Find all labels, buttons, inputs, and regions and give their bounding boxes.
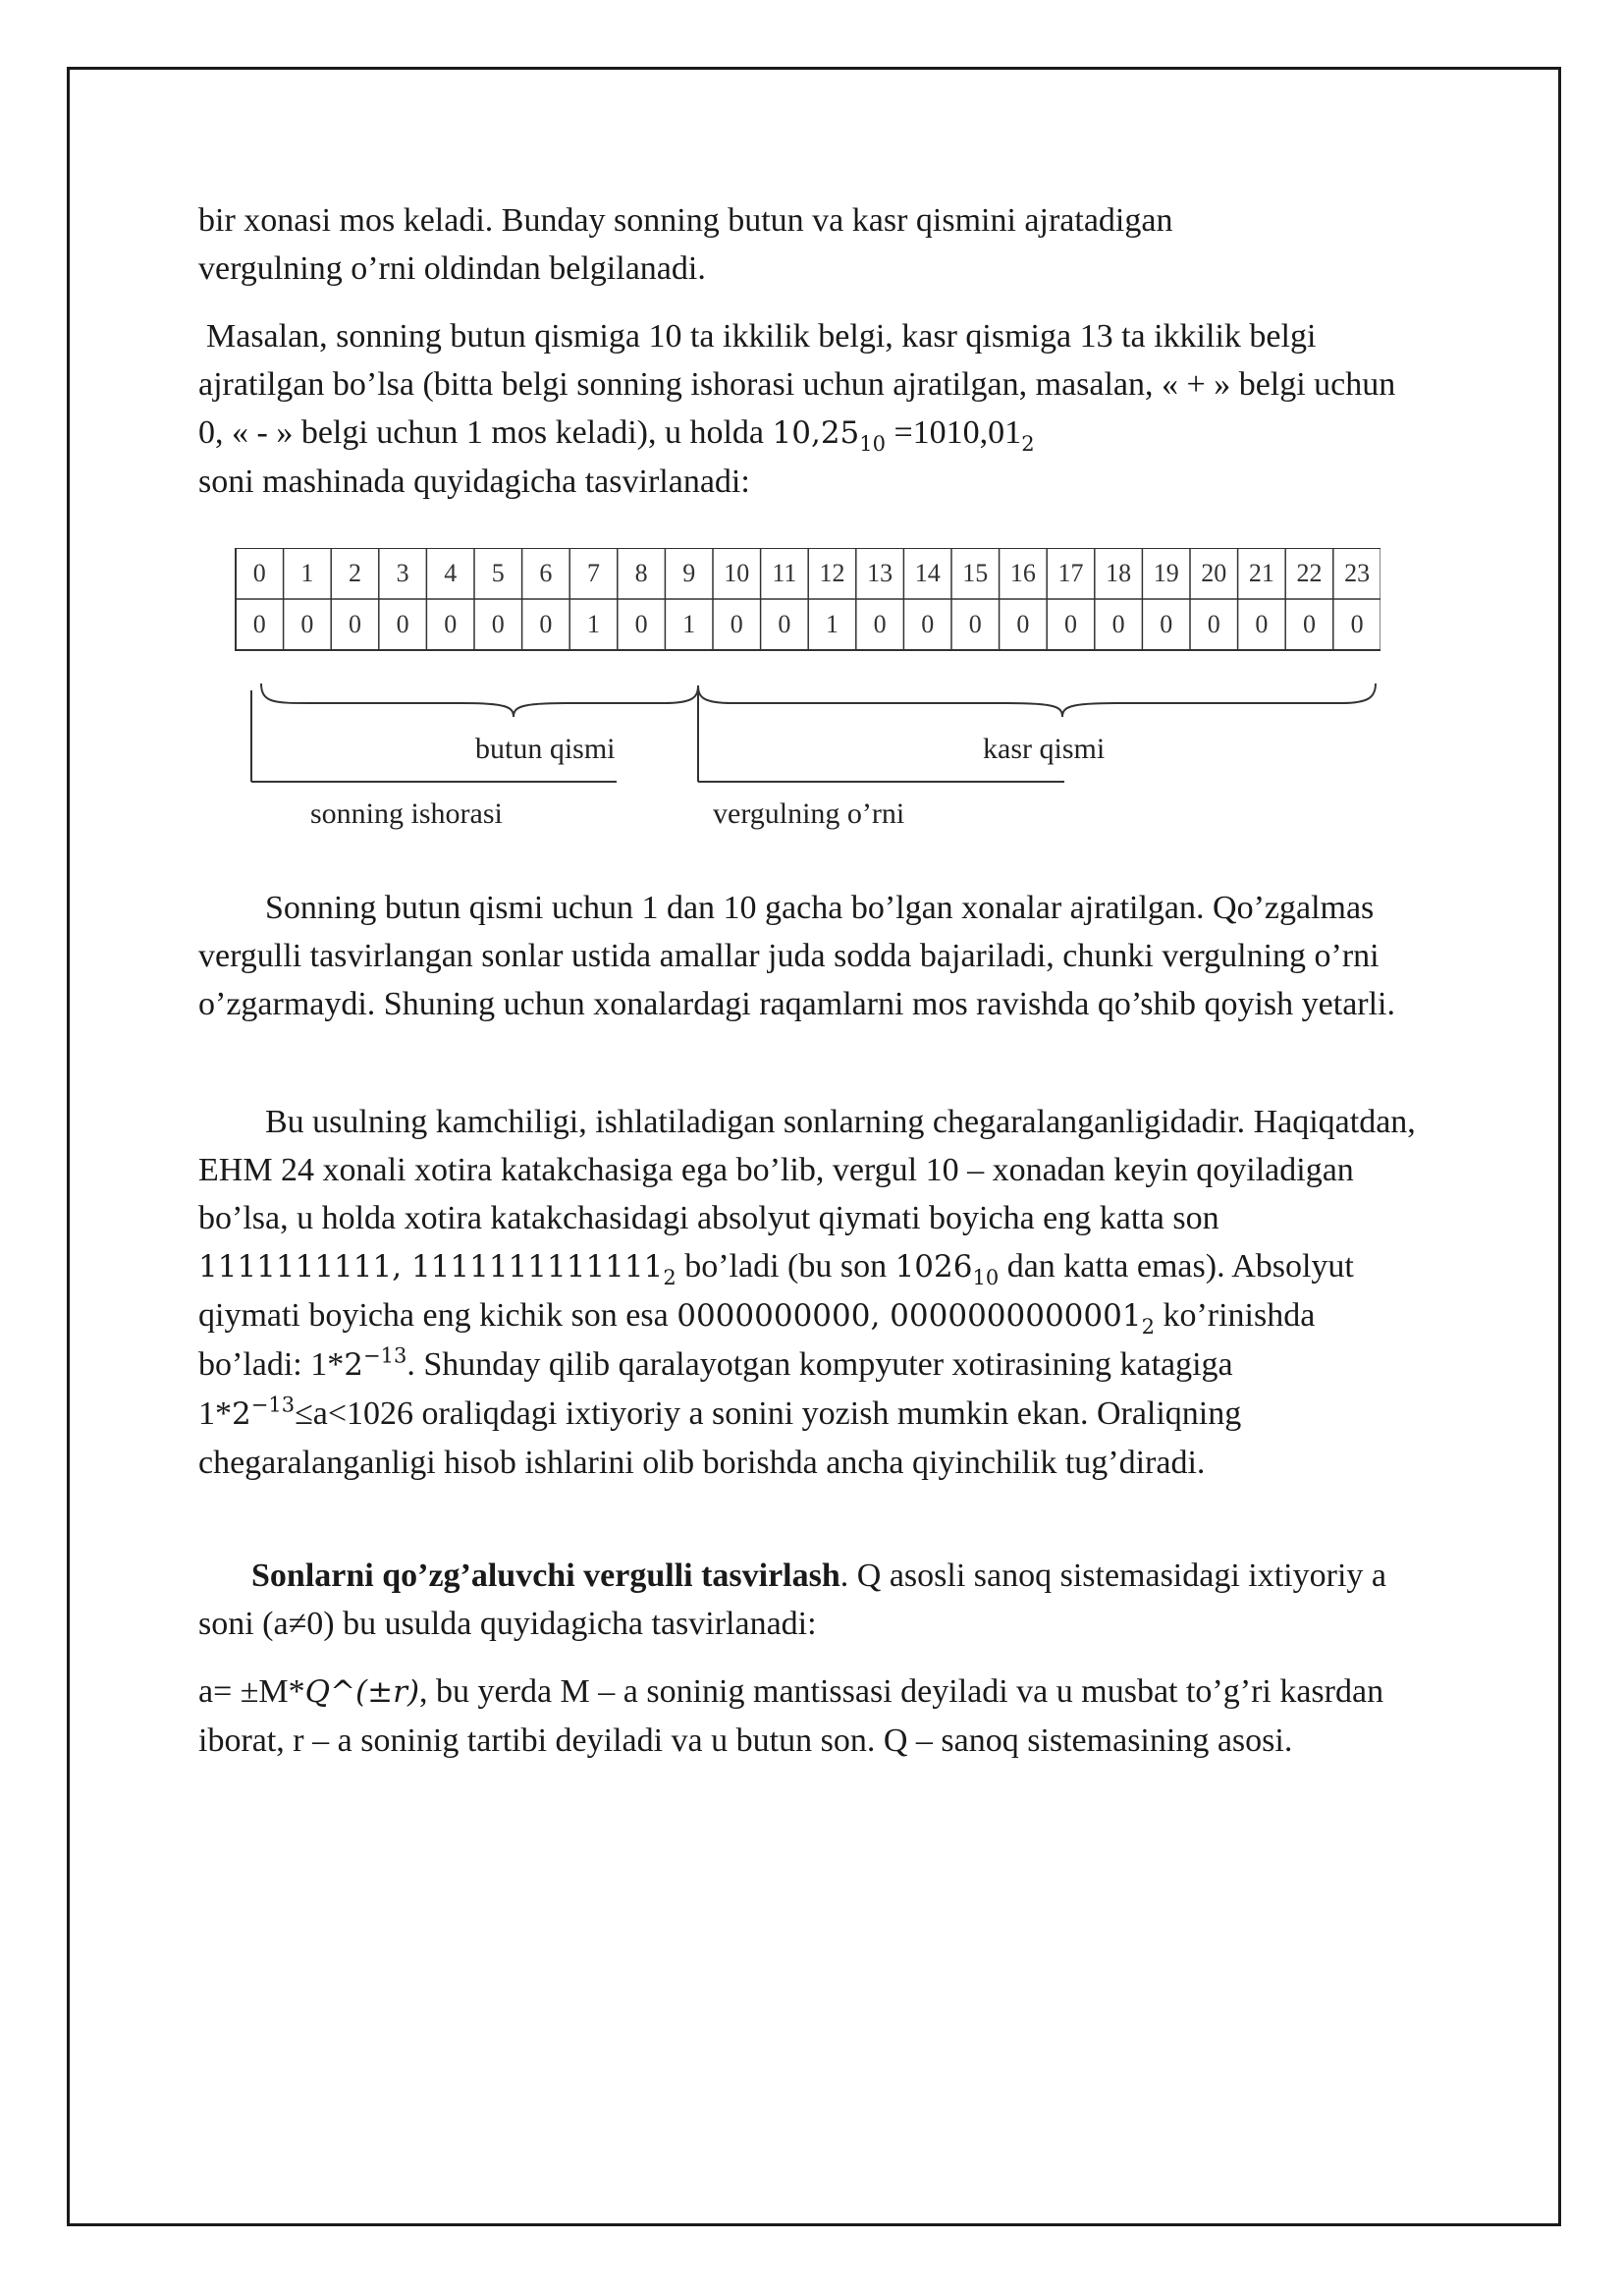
bit-value: 0 bbox=[444, 610, 458, 638]
p5-bold-heading: Sonlarni qo’zg’aluvchi vergulli tasvirlash bbox=[251, 1558, 840, 1594]
bit-position-label: 22 bbox=[1296, 559, 1323, 587]
p6-formula: Q^(±r) bbox=[304, 1674, 420, 1710]
paragraph-2 bbox=[198, 312, 1416, 506]
bit-position-label: 3 bbox=[396, 559, 409, 587]
bit-value: 0 bbox=[300, 610, 314, 638]
bit-value: 1 bbox=[587, 610, 600, 638]
p4-min-base: 2 bbox=[1141, 1314, 1155, 1339]
bit-position-label: 17 bbox=[1057, 559, 1084, 587]
bit-value: 0 bbox=[730, 610, 743, 638]
bit-position-label: 12 bbox=[819, 559, 845, 587]
bit-layout-figure bbox=[232, 548, 1380, 843]
bit-position-label: 6 bbox=[539, 559, 553, 587]
bit-value: 0 bbox=[921, 610, 935, 638]
bit-value: 0 bbox=[778, 610, 791, 638]
p5-rest: . Q asosli sanoq sistemasidagi ixtiyoriy a soni (a≠0) bu usulda quyidagicha tasvirlanadi: bbox=[198, 1558, 1386, 1642]
bit-position-label: 2 bbox=[349, 559, 361, 587]
bit-layout-svg bbox=[232, 548, 1380, 843]
bit-value: 0 bbox=[491, 610, 505, 638]
bit-position-label: 16 bbox=[1009, 559, 1036, 587]
p4-power-exp: −13 bbox=[363, 1343, 407, 1368]
bit-position-label: 15 bbox=[962, 559, 989, 587]
p6-text-b: , bu yerda M – a soninig mantissasi deyiladi va u musbat to’g’ri kasrdan iborat, r – a soninig tartibi deyiladi va u butun son. Q – sanoq sistemasining asosi. bbox=[198, 1673, 1384, 1759]
bit-value: 1 bbox=[682, 610, 696, 638]
p4-text-b: bo’ladi (bu son bbox=[676, 1248, 895, 1285]
label-sonning-ishorasi: sonning ishorasi bbox=[310, 797, 503, 830]
bit-position-label: 18 bbox=[1106, 559, 1132, 587]
p4-text-c: dan katta emas). Absolyut qiymati boyicha eng kichik son esa bbox=[198, 1248, 1354, 1334]
bit-position-label: 4 bbox=[444, 559, 458, 587]
label-kasr-qismi: kasr qismi bbox=[983, 733, 1106, 765]
p3-text: Sonning butun qismi uchun 1 dan 10 gacha bo’lgan xonalar ajratilgan. Qo’zgalmas vergulli tasvirlangan sonlar ustida amallar juda sodda bajariladi, chunki vergulning o’rni o’zgarmaydi. Shuning uchun xonalardagi raqamlarni mos ravishda qo’shib qoyish yetarli. bbox=[198, 890, 1396, 1022]
paragraph-6 bbox=[198, 1667, 1416, 1765]
bit-position-label: 7 bbox=[587, 559, 600, 587]
p4-max-number: 1111111111, 1111111111111 bbox=[198, 1249, 664, 1285]
bit-value: 0 bbox=[1350, 610, 1364, 638]
p4-1026-base: 10 bbox=[972, 1265, 1000, 1289]
p4-text-d: ko’rinishda bo’ladi: 1* bbox=[198, 1297, 1316, 1383]
p1-line-1: bir xonasi mos keladi. Bunday sonning butun va kasr qismini ajratadigan bbox=[198, 202, 1173, 239]
bit-position-label: 13 bbox=[867, 559, 893, 587]
p2-text: Masalan, sonning butun qismiga 10 ta ikkilik belgi, kasr qismiga 13 ta ikkilik belgi ajratilgan bo’lsa (bitta belgi sonning ishorasi uchun ajratilgan, masalan, « + » belgi uchun 0, « - » belgi uchun 1 mos keladi), u holda bbox=[198, 318, 1396, 451]
bit-value: 0 bbox=[539, 610, 553, 638]
bit-value: 0 bbox=[968, 610, 982, 638]
bit-position-label: 21 bbox=[1248, 559, 1274, 587]
p2-num-decimal: 10,25 bbox=[772, 415, 860, 451]
bit-value: 0 bbox=[1303, 610, 1316, 638]
butun-brace bbox=[261, 683, 698, 717]
p4-text-a: Bu usulning kamchiligi, ishlatiladigan sonlarning chegaralanganligidadir. Haqiqatdan, EHM 24 xonali xotira katakchasiga ega bo’lib, vergul 10 – xonadan keyin qoyiladigan bo’lsa, u holda xotira katakchasidagi absolyut qiymati boyicha eng katta son bbox=[198, 1104, 1416, 1236]
kasr-brace bbox=[698, 683, 1376, 717]
p4-power2-exp: −13 bbox=[250, 1393, 296, 1417]
paragraph-4 bbox=[198, 1098, 1416, 1487]
bit-value: 0 bbox=[396, 610, 409, 638]
bit-value: 0 bbox=[1016, 610, 1030, 638]
p2-base-2: 2 bbox=[1021, 431, 1035, 456]
bit-position-label: 0 bbox=[252, 559, 266, 587]
p4-max-base: 2 bbox=[663, 1265, 677, 1289]
paragraph-1 bbox=[198, 196, 1416, 293]
label-butun-qismi: butun qismi bbox=[475, 733, 616, 765]
p2-equals-binary: =1010,01 bbox=[886, 414, 1022, 451]
bit-position-label: 8 bbox=[634, 559, 648, 587]
paragraph-3 bbox=[198, 884, 1416, 1028]
p4-power-base: 2 bbox=[344, 1347, 363, 1383]
bit-value: 0 bbox=[1111, 610, 1125, 638]
p4-1026: 1026 bbox=[894, 1249, 973, 1285]
label-vergulning-orni: vergulning o’rni bbox=[713, 797, 905, 830]
bit-value: 0 bbox=[1255, 610, 1269, 638]
bit-value: 0 bbox=[873, 610, 887, 638]
bit-position-label: 19 bbox=[1153, 559, 1179, 587]
bit-value: 0 bbox=[1064, 610, 1077, 638]
bit-value: 0 bbox=[252, 610, 266, 638]
bit-position-label: 11 bbox=[772, 559, 797, 587]
bit-value: 1 bbox=[826, 610, 839, 638]
bit-value: 0 bbox=[1160, 610, 1173, 638]
bit-position-label: 5 bbox=[491, 559, 505, 587]
bit-value: 0 bbox=[1207, 610, 1220, 638]
bit-position-label: 14 bbox=[914, 559, 941, 587]
bit-value: 0 bbox=[634, 610, 648, 638]
p6-text-a: a= ±M* bbox=[198, 1673, 305, 1710]
p4-text-f: ≤a<1026 oraliqdagi ixtiyoriy a sonini yozish mumkin ekan. Oraliqning chegaralanganligi hisob ishlarini olib borishda ancha qiyinchilik tug’diradi. bbox=[198, 1395, 1242, 1481]
bit-position-label: 9 bbox=[682, 559, 696, 587]
p4-text-e: . Shunday qilib qaralayotgan kompyuter xotirasining katagiga 1* bbox=[198, 1346, 1233, 1432]
p4-min-number: 0000000000, 0000000000001 bbox=[677, 1298, 1142, 1334]
bit-position-label: 23 bbox=[1344, 559, 1371, 587]
bit-position-label: 10 bbox=[724, 559, 750, 587]
bit-position-label: 1 bbox=[300, 559, 314, 587]
p2-end: soni mashinada quyidagicha tasvirlanadi: bbox=[198, 464, 750, 500]
paragraph-5 bbox=[198, 1552, 1416, 1648]
p1-line-2: vergulning o’rni oldindan belgilanadi. bbox=[198, 250, 706, 287]
p4-power2-base: 2 bbox=[232, 1396, 251, 1432]
p2-base-10: 10 bbox=[859, 431, 886, 456]
bit-value: 0 bbox=[349, 610, 361, 638]
bit-position-label: 20 bbox=[1201, 559, 1227, 587]
